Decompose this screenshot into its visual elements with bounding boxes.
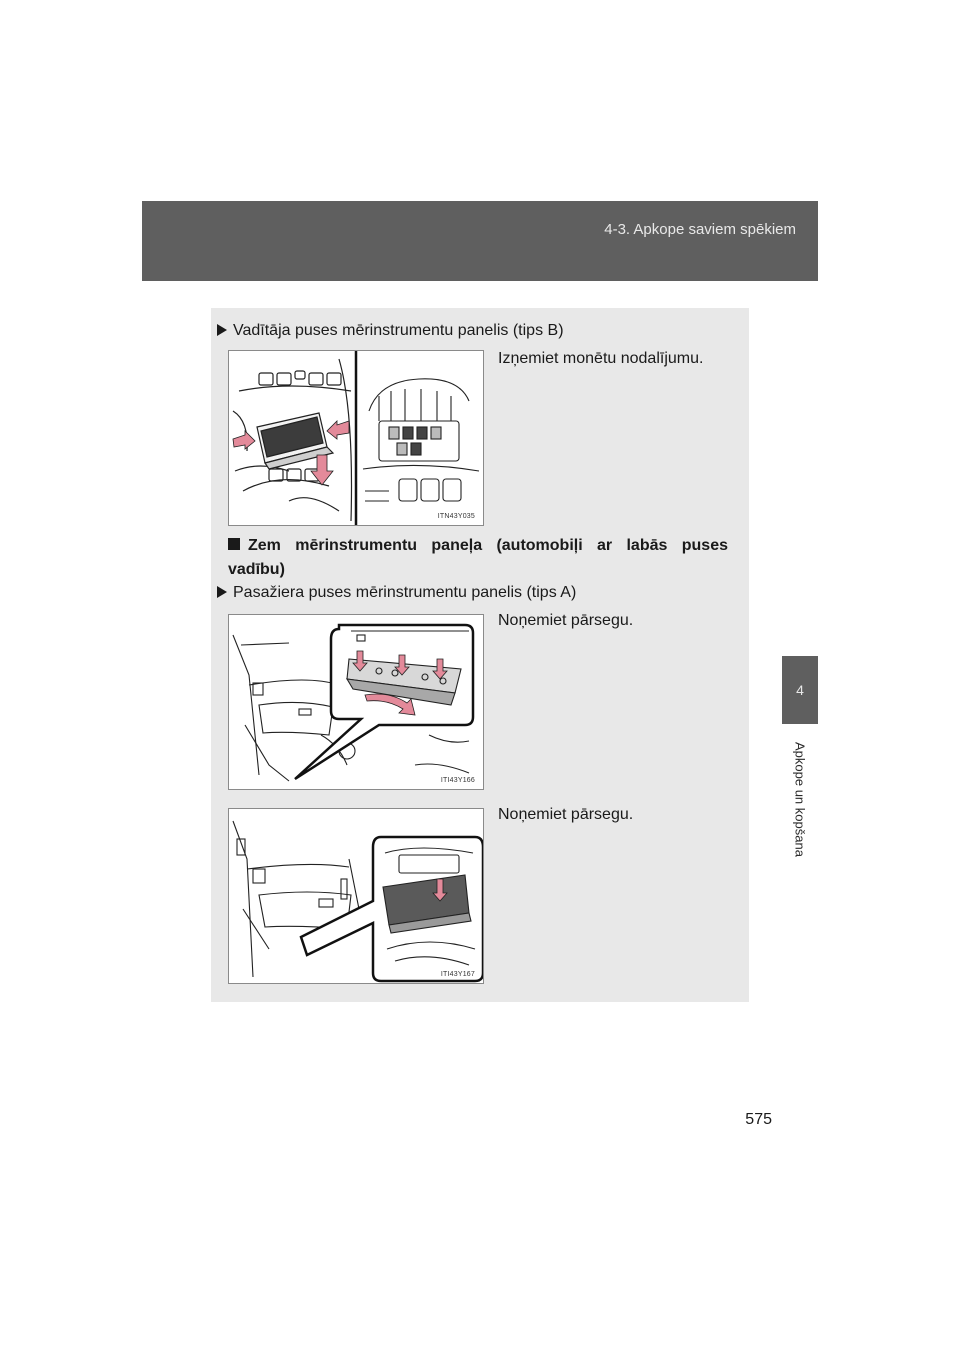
figure-passenger-cover-a: [228, 614, 484, 790]
triangle-bullet-icon: [217, 324, 227, 336]
driver-panel-title: Vadītāja puses mērinstrumentu panelis (tips B): [217, 320, 564, 342]
passenger-panel-title: Pasažiera puses mērinstrumentu panelis (tips A): [217, 582, 576, 604]
section-header-bar: [142, 201, 818, 281]
passenger-cover-b-illustration: [229, 809, 483, 983]
chapter-number: 4: [796, 682, 804, 698]
figure-passenger-cover-b: [228, 808, 484, 984]
figure-coin-tray: [228, 350, 484, 526]
under-panel-heading: Zem mērinstrumentu paneļa (automobiļi ar labās puses vadību): [228, 537, 728, 578]
chapter-label: [782, 734, 818, 864]
figure-code: ITN43Y035: [437, 513, 475, 520]
figure-code: ITI43Y167: [440, 971, 475, 978]
content-box: [211, 308, 749, 1002]
chapter-label-text: Apkope un kopšana: [792, 741, 808, 857]
section-title: 4-3. Apkope saviem spēkiem: [604, 221, 796, 238]
square-bullet-icon: [228, 538, 240, 550]
step-remove-cover-1: Noņemiet pārsegu.: [498, 612, 634, 629]
passenger-cover-illustration: [229, 615, 483, 789]
triangle-bullet-icon: [217, 586, 227, 598]
step-remove-cover-2: Noņemiet pārsegu.: [498, 806, 634, 823]
page-number: 575: [745, 1111, 772, 1128]
chapter-tab[interactable]: [782, 656, 818, 724]
figure-code: ITI43Y166: [440, 777, 475, 784]
step-remove-coin-tray: Izņemiet monētu nodalījumu.: [498, 350, 704, 367]
coin-tray-illustration: [229, 351, 483, 525]
